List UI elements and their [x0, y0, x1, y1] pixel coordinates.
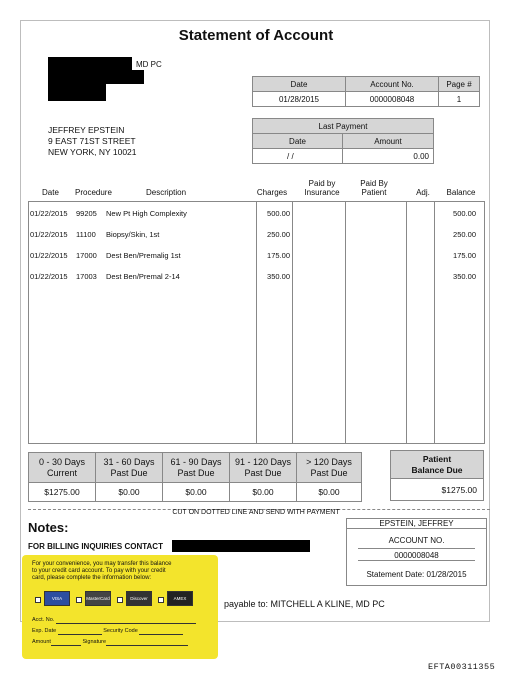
notes-label: Notes:: [28, 520, 69, 535]
card-number-field[interactable]: Acct. No.: [32, 617, 212, 624]
redaction-block: [48, 70, 144, 84]
aging-head-31-60: 31 - 60 Days Past Due: [96, 453, 163, 483]
aging-value-61-90: $0.00: [163, 483, 230, 502]
remittance-box: [346, 518, 487, 586]
cut-instruction: CUT ON DOTTED LINE AND SEND WITH PAYMENT: [172, 509, 340, 516]
header-account-label: Account No.: [346, 77, 439, 92]
aging-table: [28, 452, 362, 502]
mastercard-checkbox[interactable]: [76, 597, 82, 603]
col-description: Description: [146, 188, 187, 197]
header-date-label: Date: [253, 77, 346, 92]
patient-name: JEFFREY EPSTEIN: [48, 125, 125, 135]
table-row: 01/22/2015 99205 New Pt High Complexity 500.00 500.00: [30, 209, 476, 218]
table-row: 01/22/2015 17000 Dest Ben/Premalig 1st 175.00 175.00: [30, 251, 476, 260]
page-title: Statement of Account: [178, 27, 334, 44]
credit-card-instructions: For your convenience, you may transfer this balance to your credit card account. To pay with your credit card, please complete the information below:: [32, 561, 172, 581]
amount-signature-field[interactable]: Amount Signature: [32, 639, 212, 646]
account-number: 0000008048: [346, 92, 439, 107]
aging-value-91-120: $0.00: [230, 483, 297, 502]
billing-contact-label: FOR BILLING INQUIRIES CONTACT: [28, 542, 163, 551]
aging-value-120-plus: $0.00: [297, 483, 362, 502]
aging-head-61-90: 61 - 90 Days Past Due: [163, 453, 230, 483]
aging-head-120-plus: > 120 Days Past Due: [297, 453, 362, 483]
statement-header-table: [252, 76, 480, 107]
last-payment-heading: Last Payment: [253, 119, 434, 134]
table-col-rule: [484, 201, 485, 444]
last-payment-date: / /: [253, 149, 343, 164]
patient-balance-value: $1275.00: [391, 479, 484, 501]
visa-card-icon: VISA: [44, 591, 70, 606]
redaction-block: [48, 57, 132, 71]
last-payment-amount: 0.00: [343, 149, 434, 164]
discover-card-icon: Discover: [126, 591, 152, 606]
patient-address: [48, 125, 137, 158]
remit-account-label: ACCOUNT NO.: [388, 536, 445, 545]
header-page-label: Page #: [439, 77, 480, 92]
patient-balance-label: Patient Balance Due: [391, 451, 484, 479]
col-paid-insurance: Paid by Insurance: [304, 179, 340, 197]
payable-to: payable to: MITCHELL A KLINE, MD PC: [224, 599, 385, 609]
visa-checkbox[interactable]: [35, 597, 41, 603]
col-date: Date: [42, 188, 59, 197]
statement-date: 01/28/2015: [253, 92, 346, 107]
table-row: 01/22/2015 17003 Dest Ben/Premal 2-14 350.00 350.00: [30, 272, 476, 281]
last-payment-date-label: Date: [253, 134, 343, 149]
amex-card-icon: AMEX: [167, 591, 193, 606]
redaction-block: [48, 83, 106, 101]
credit-card-slip: [22, 555, 218, 659]
last-payment-table: [252, 118, 434, 164]
aging-head-91-120: 91 - 120 Days Past Due: [230, 453, 297, 483]
security-code-label: Security Code: [103, 628, 138, 634]
page-number: 1: [439, 92, 480, 107]
col-balance: Balance: [446, 188, 476, 197]
mastercard-card-icon: MasterCard: [85, 591, 111, 606]
remit-statement-date: Statement Date: 01/28/2015: [366, 570, 467, 579]
patient-city: NEW YORK, NY 10021: [48, 147, 137, 157]
col-procedure: Procedure: [75, 188, 112, 197]
discover-checkbox[interactable]: [117, 597, 123, 603]
patient-balance-box: [390, 450, 484, 501]
last-payment-amount-label: Amount: [343, 134, 434, 149]
aging-value-31-60: $0.00: [96, 483, 163, 502]
table-col-rule: [28, 201, 29, 444]
patient-street: 9 EAST 71ST STREET: [48, 136, 136, 146]
col-charges: Charges: [256, 188, 288, 197]
signature-label: Signature: [82, 639, 107, 645]
redaction-block: [172, 540, 310, 552]
aging-value-current: $1275.00: [29, 483, 96, 502]
col-adj: Adj.: [416, 188, 430, 197]
amex-checkbox[interactable]: [158, 597, 164, 603]
practice-suffix: MD PC: [136, 60, 162, 69]
exp-date-field[interactable]: Exp. Date Security Code: [32, 628, 212, 635]
remit-account-number: 0000008048: [394, 551, 439, 560]
table-row: 01/22/2015 11100 Biopsy/Skin, 1st 250.00 250.00: [30, 230, 476, 239]
col-paid-patient: Paid By Patient: [360, 179, 388, 197]
remit-patient-name: EPSTEIN, JEFFREY: [379, 519, 454, 528]
document-id: EFTA00311355: [428, 662, 496, 672]
aging-head-current: 0 - 30 Days Current: [29, 453, 96, 483]
